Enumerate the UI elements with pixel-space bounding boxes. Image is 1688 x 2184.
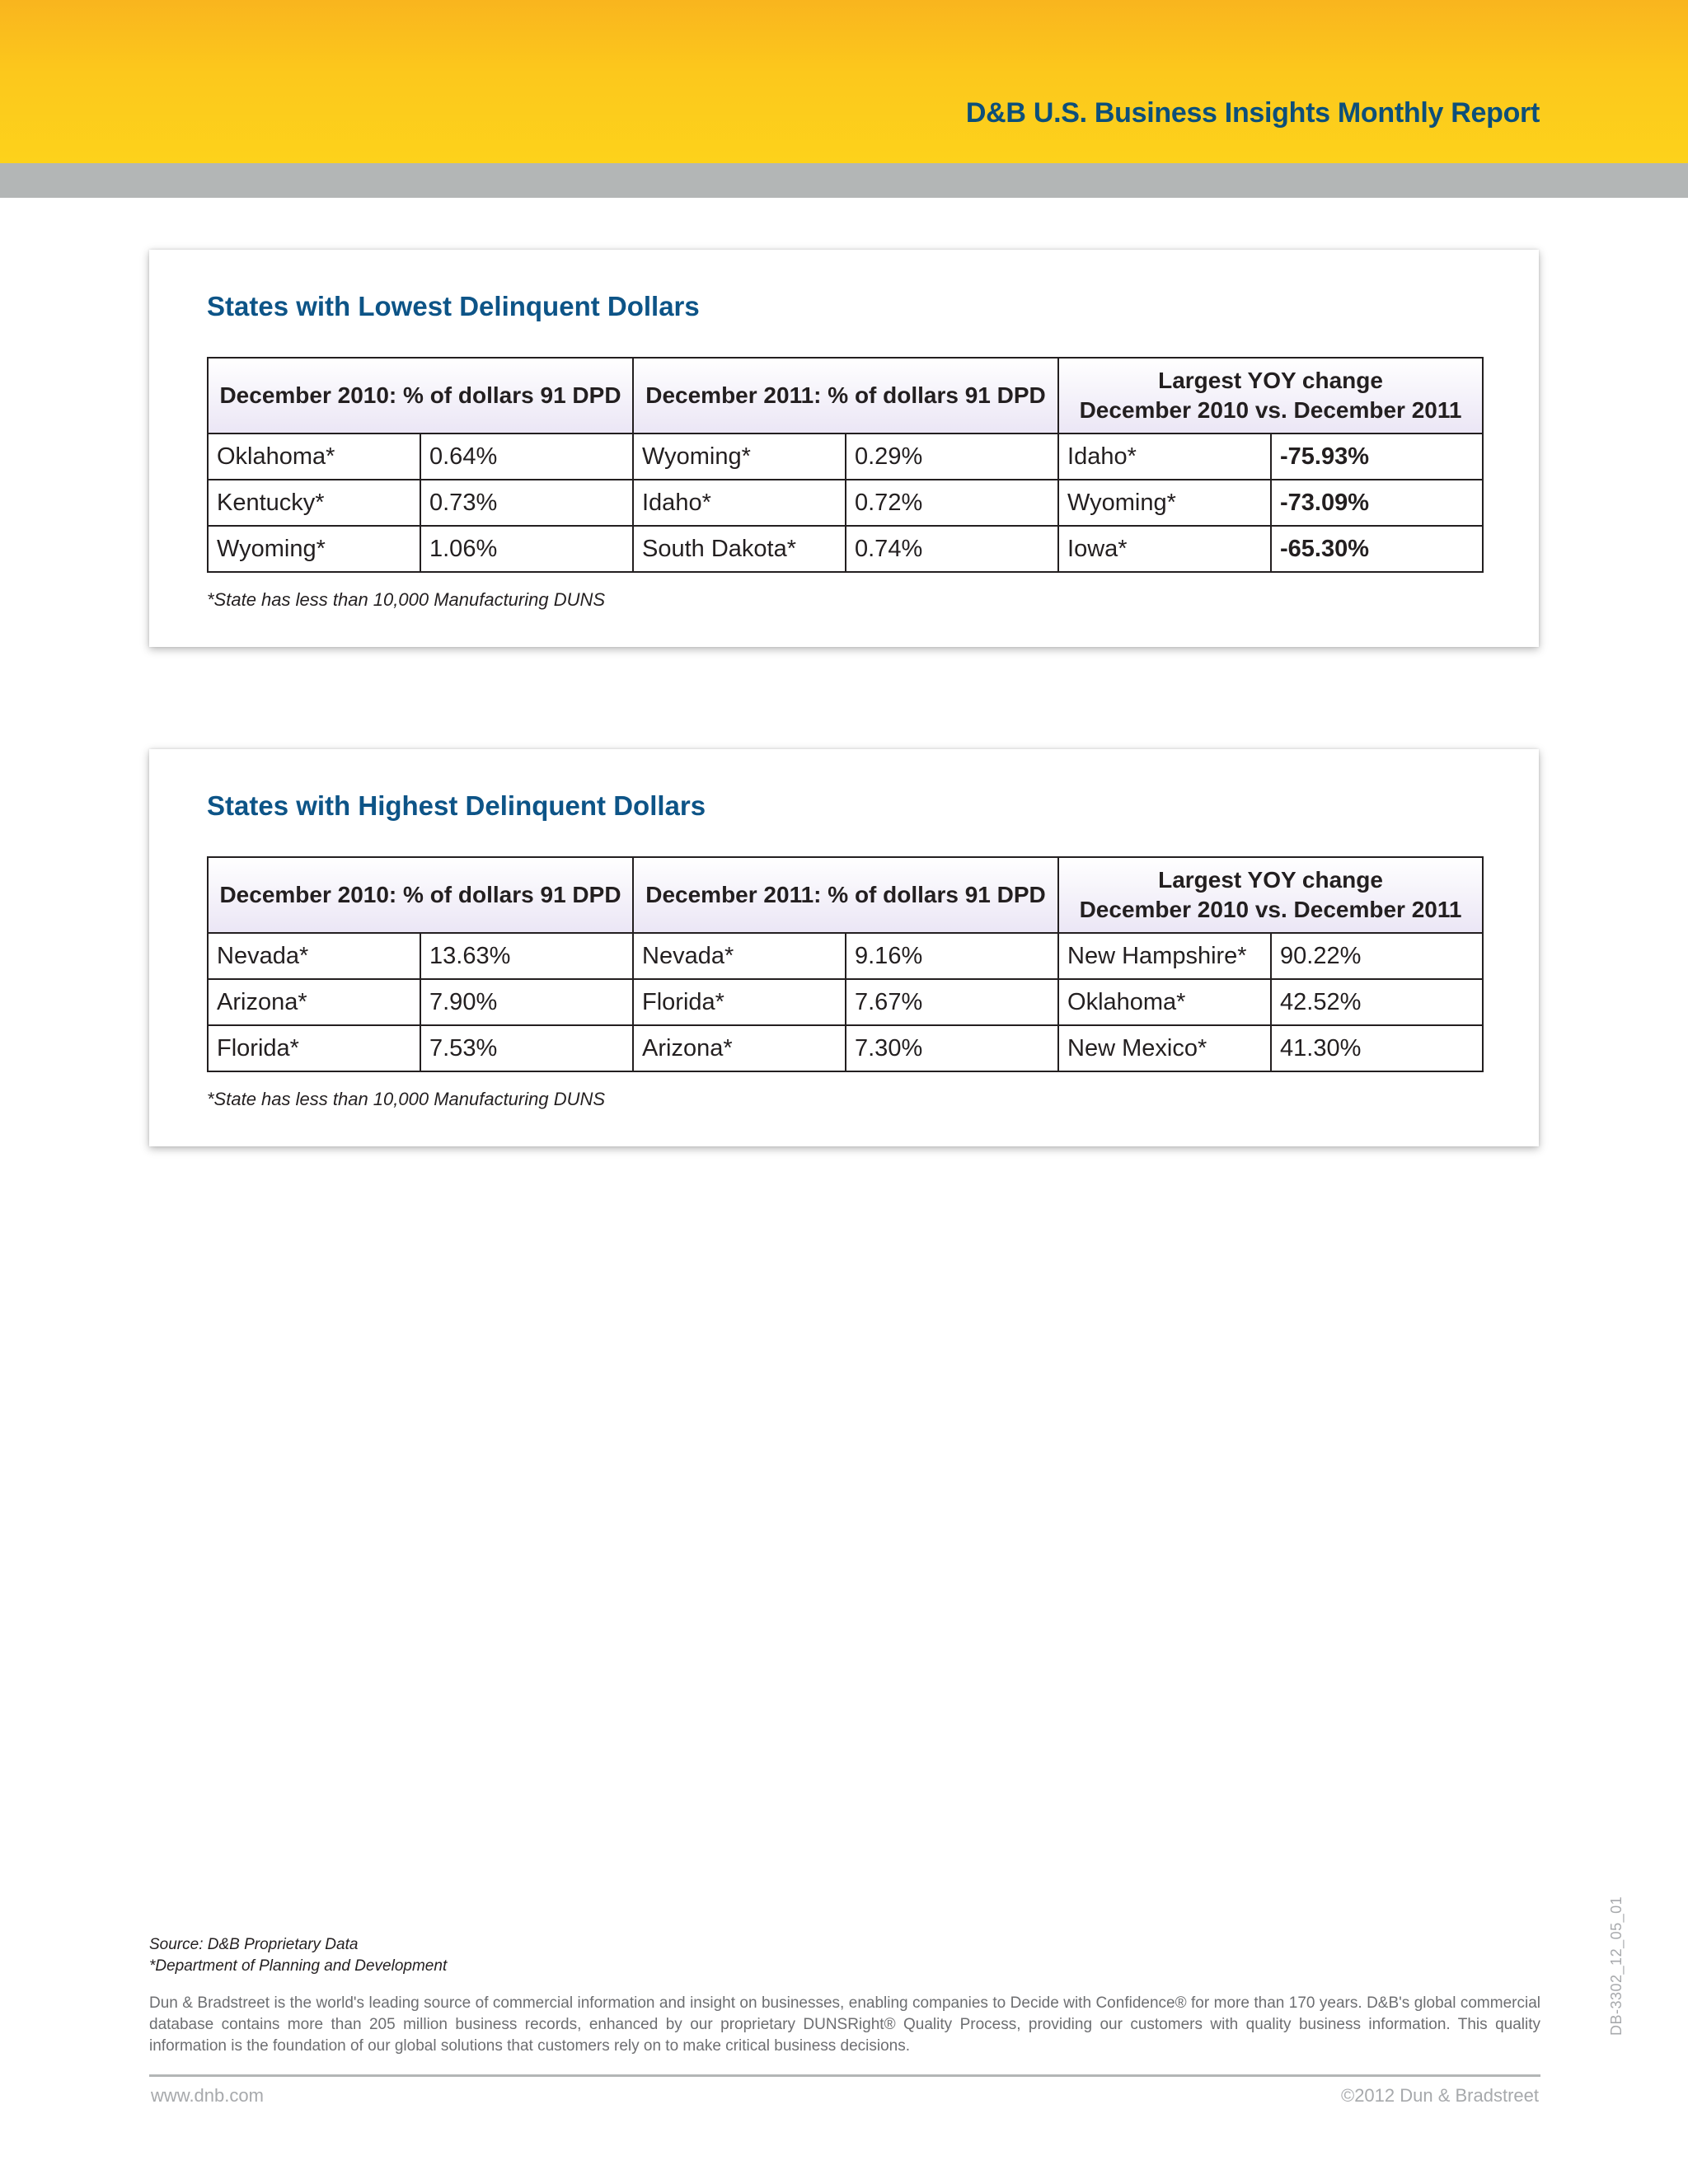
col-header-dec-2011: December 2011: % of dollars 91 DPD: [633, 857, 1058, 933]
table-header-row: [208, 358, 1483, 434]
pct-yoy: -73.09%: [1271, 480, 1483, 526]
pct-2010: 13.63%: [420, 933, 633, 979]
pct-2010: 1.06%: [420, 526, 633, 572]
report-header-banner: [0, 0, 1688, 163]
pct-2010: 0.64%: [420, 434, 633, 480]
source-block: [149, 1934, 447, 1977]
state-yoy: New Hampshire*: [1058, 933, 1271, 979]
state-yoy: Idaho*: [1058, 434, 1271, 480]
col-header-yoy-change: [1058, 857, 1483, 933]
state-2010: Oklahoma*: [208, 434, 420, 480]
state-2011: Wyoming*: [633, 434, 846, 480]
highest-delinquent-panel: [149, 749, 1539, 1146]
highest-delinquent-table: [207, 856, 1484, 1072]
footer-divider: [149, 2074, 1540, 2077]
website-link[interactable]: www.dnb.com: [151, 2085, 264, 2106]
pct-2011: 7.67%: [846, 979, 1058, 1025]
highest-panel-title: States with Highest Delinquent Dollars: [207, 790, 706, 821]
pct-2010: 7.53%: [420, 1025, 633, 1071]
pct-2010: 7.90%: [420, 979, 633, 1025]
pct-2011: 7.30%: [846, 1025, 1058, 1071]
state-yoy: Wyoming*: [1058, 480, 1271, 526]
state-2011: South Dakota*: [633, 526, 846, 572]
company-description: Dun & Bradstreet is the world's leading source of commercial information and insight on businesses, enabling companies to Decide with Confidence® for more than 170 years. D&B's global commercial database contains more than 205 million business records, enhanced by our proprietary DUNSRight® Quality Process, providing our customers with quality business information. This quality information is the foundation of our global solutions that customers rely on to make critical business decisions.: [149, 1994, 1540, 2055]
yoy-header-line-2: December 2010 vs. December 2011: [1079, 897, 1462, 922]
state-yoy: Iowa*: [1058, 526, 1271, 572]
state-2011: Nevada*: [633, 933, 846, 979]
table-row: [208, 979, 1483, 1025]
pct-2011: 0.74%: [846, 526, 1058, 572]
lowest-footnote: *State has less than 10,000 Manufacturing DUNS: [207, 589, 606, 610]
pct-2010: 0.73%: [420, 480, 633, 526]
yoy-header-line-2: December 2010 vs. December 2011: [1079, 397, 1462, 423]
pct-2011: 9.16%: [846, 933, 1058, 979]
table-row: [208, 526, 1483, 572]
pct-yoy: -75.93%: [1271, 434, 1483, 480]
state-2011: Florida*: [633, 979, 846, 1025]
lowest-delinquent-table: [207, 357, 1484, 573]
pct-yoy: 90.22%: [1271, 933, 1483, 979]
department-line: *Department of Planning and Development: [149, 1957, 448, 1975]
pct-yoy: -65.30%: [1271, 526, 1483, 572]
table-row: [208, 933, 1483, 979]
col-header-dec-2010: December 2010: % of dollars 91 DPD: [208, 358, 633, 434]
lowest-panel-title: States with Lowest Delinquent Dollars: [207, 291, 700, 321]
highest-footnote: *State has less than 10,000 Manufacturing DUNS: [207, 1089, 606, 1109]
pct-2011: 0.72%: [846, 480, 1058, 526]
header-gray-band: [0, 163, 1688, 198]
state-2010: Nevada*: [208, 933, 420, 979]
pct-yoy: 41.30%: [1271, 1025, 1483, 1071]
table-row: [208, 1025, 1483, 1071]
table-header-row: [208, 857, 1483, 933]
col-header-yoy-change: [1058, 358, 1483, 434]
state-2011: Idaho*: [633, 480, 846, 526]
state-2010: Arizona*: [208, 979, 420, 1025]
state-yoy: New Mexico*: [1058, 1025, 1271, 1071]
yoy-header-line-1: Largest YOY change: [1158, 368, 1383, 393]
lowest-delinquent-panel: [149, 250, 1539, 647]
state-2010: Wyoming*: [208, 526, 420, 572]
state-2010: Kentucky*: [208, 480, 420, 526]
state-2010: Florida*: [208, 1025, 420, 1071]
source-line: Source: D&B Proprietary Data: [149, 1936, 359, 1953]
table-row: [208, 480, 1483, 526]
col-header-dec-2011: December 2011: % of dollars 91 DPD: [633, 358, 1058, 434]
col-header-dec-2010: December 2010: % of dollars 91 DPD: [208, 857, 633, 933]
report-title: D&B U.S. Business Insights Monthly Report: [965, 97, 1540, 129]
yoy-header-line-1: Largest YOY change: [1158, 867, 1383, 893]
pct-yoy: 42.52%: [1271, 979, 1483, 1025]
pct-2011: 0.29%: [846, 434, 1058, 480]
table-row: [208, 434, 1483, 480]
copyright-notice: ©2012 Dun & Bradstreet: [1340, 2085, 1539, 2106]
state-yoy: Oklahoma*: [1058, 979, 1271, 1025]
state-2011: Arizona*: [633, 1025, 846, 1071]
document-code: DB-3302_12_05_01: [1608, 1896, 1625, 2036]
